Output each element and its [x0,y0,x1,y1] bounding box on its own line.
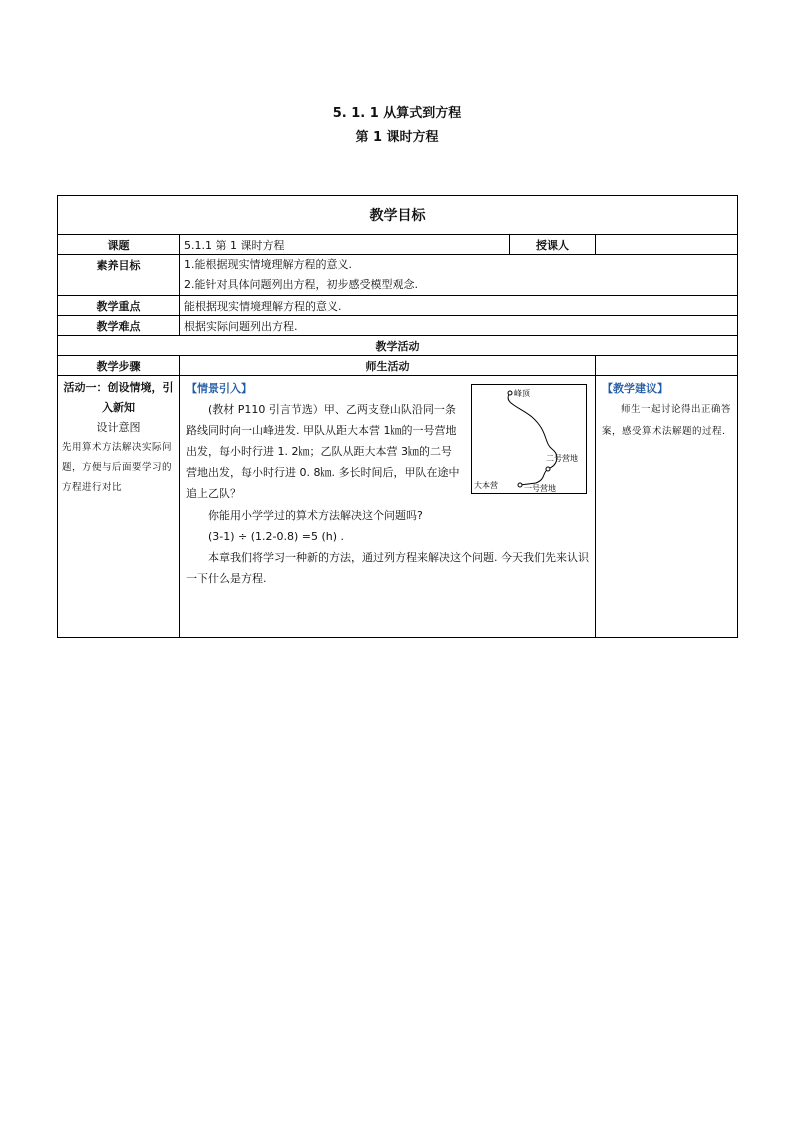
scene-text: (教材 P110 引言节选）甲、乙两支登山队沿同一条路线同时向一山峰进发. 甲队从距大本营 1㎞的一号营地出发，每小时行进 1. 2㎞；乙队从距大本营 3㎞的二号营地出发，每小时行进 0. 8㎞. 多长时间后，甲队在途中追上乙队？ [186,403,460,500]
suggestion-tag: 【教学建议】 [602,382,668,395]
teacher-label: 授课人 [510,235,596,255]
camp1-marker [518,483,522,487]
design-intent-label: 设计意图 [96,421,141,434]
camp2-marker [546,467,550,471]
difficulty-value: 根据实际问题列出方程. [180,316,738,336]
design-intent-note: 先用算术方法解决实际问题，方便与后面要学习的方程进行对比 [62,442,173,493]
goal-item-2: 2.能针对具体问题列出方程，初步感受模型观念. [184,278,418,291]
question-text: 你能用小学学过的算术方法解决这个问题吗? [208,509,423,522]
key-point-label: 教学重点 [58,296,180,316]
activity-header: 师生活动 [180,356,596,376]
base-label: 大本营 [474,481,498,490]
goal-label: 素养目标 [58,255,180,296]
peak-label: 峰顶 [514,389,530,398]
camp1-label: 一号营地 [524,484,556,493]
activity-step-cell [58,376,180,638]
peak-marker [508,391,512,395]
section-title: 教学目标 [58,196,738,235]
key-point-value: 能根据现实情境理解方程的意义. [180,296,738,316]
formula-text: (3-1) ÷ (1.2-0.8) =5 (h) . [208,530,345,543]
activity-section-title: 教学活动 [58,336,738,356]
difficulty-label: 教学难点 [58,316,180,336]
suggestion-cell [596,376,738,638]
route-map-figure [471,384,587,494]
document-subtitle: 第 1 课时方程 [355,130,439,145]
closing-text: 本章我们将学习一种新的方法，通过列方程来解决这个问题. 今天我们先来认识一下什么是方程. [186,551,589,585]
route-path [508,393,557,485]
empty-header-cell [596,356,738,376]
suggestion-text: 师生一起讨论得出正确答案，感受算术法解题的过程. [602,404,732,437]
steps-header: 教学步骤 [58,356,180,376]
topic-label: 课题 [58,235,180,255]
scene-tag: 【情景引入】 [186,382,252,395]
teacher-value [596,235,738,255]
goal-item-1: 1.能根据现实情境理解方程的意义. [184,258,352,271]
camp2-label: 二号营地 [546,454,578,463]
activity-content-cell [180,376,596,638]
activity-title: 活动一：创设情境，引入新知 [63,381,174,414]
goal-cell [180,255,738,296]
lesson-plan-table [57,195,738,638]
document-title: 5. 1. 1 从算式到方程 [332,106,462,121]
topic-value: 5.1.1 第 1 课时方程 [180,235,510,255]
